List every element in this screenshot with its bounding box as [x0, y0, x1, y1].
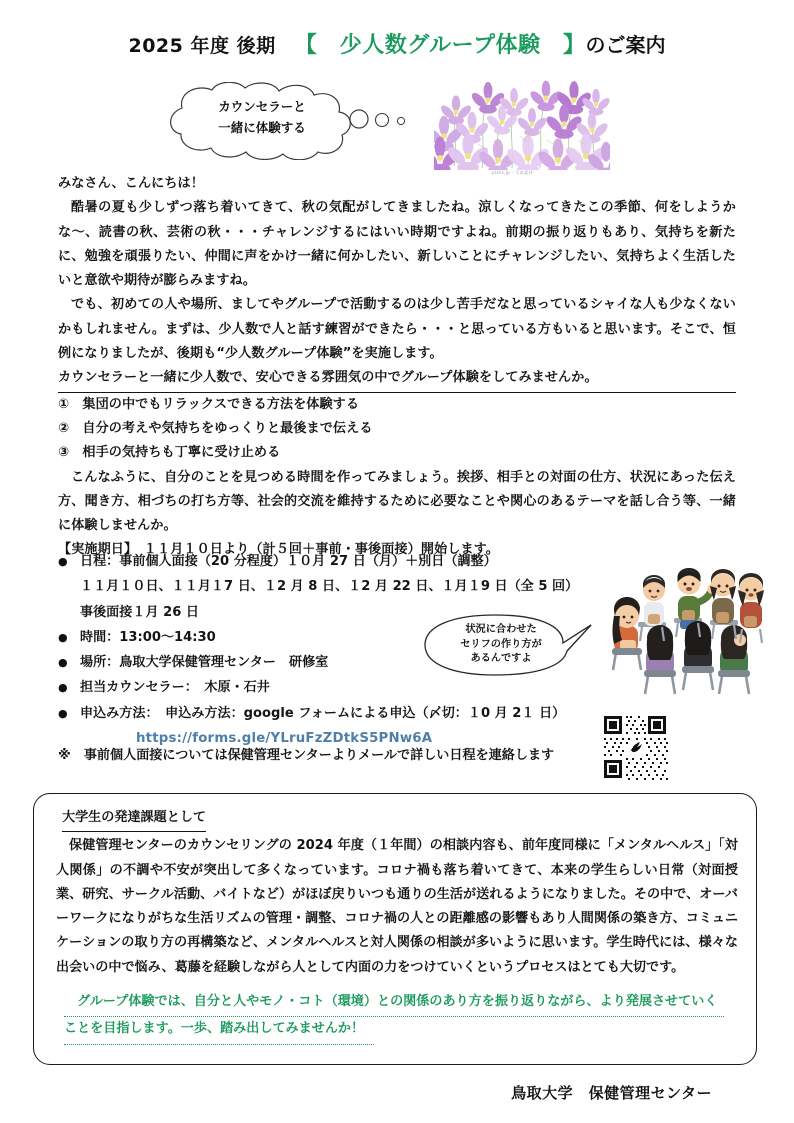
- bullet-icon: ●: [58, 555, 68, 568]
- highlight-line: カウンセラーと一緒に少人数で、安心できる雰囲気の中でグループ体験をしてみませんか。: [58, 366, 736, 392]
- group-circle-illustration: [600, 552, 770, 702]
- title-year-term: 2025 年度 後期: [128, 35, 276, 57]
- intro-paragraph-2: でも、初めての人や場所、ましてやグループで活動するのは少し苦手だなと思っているシャイな人も少なくないかもしれません。まずは、少人数で人と話す練習ができたら・・・と思っている方もいると思います。そこで、恒例になりましたが、後期も“少人数グループ体験”を実施します。: [58, 297, 736, 362]
- thought-bubble-line2: 一緒に体験する: [218, 120, 306, 135]
- bottom-box-heading-wrap: [56, 806, 738, 834]
- schedule-label-application: 申込み方法： 申込み方法：google フォームによる申込（〆切：１0 月 2１ 日）: [80, 705, 566, 721]
- closing-paragraph: こんなふうに、自分のことを見つめる時間を作ってみましょう。挨拶、相手との対面の仕方、状況にあった伝え方、聞き方、相づちの打ち方等、社会的交流を維持するために必要なことや関心のあるテーマを話し合う等、一緒に体験しませんか。: [58, 469, 736, 534]
- schedule-label-date: 日程：事前個人面接（20 分程度）１０月 27 日（月）＋別日（調整）: [80, 554, 497, 569]
- bottom-box-heading: 大学生の発達課題として: [62, 806, 206, 832]
- schedule-row-application: [58, 701, 618, 726]
- schedule-label-place: 場所：鳥取大学保健管理センター 研修室: [80, 655, 329, 671]
- list-item: ② 自分の考えや気持ちをゆっくりと最後まで伝える: [58, 420, 373, 436]
- intro-paragraph-1: 酷暑の夏も少しずつ落ち着いてきて、秋の気配がしてきましたね。涼しくなってきたこの季節、何をしようかな〜、読書の秋、芸術の秋・・・チャレンジするにはいい時期ですよね。前期の振り返りもあり、気持ちを新たに、勉強を頑張りたい、仲間に声をかけ一緒に何かしたい、新しいことにチャレンジしたい、気持ちよく生活したいと意欲や期待が膨らみますね。: [58, 200, 736, 289]
- title-tail: のご案内: [585, 33, 666, 57]
- schedule-label-counselor: 担当カウンセラー： 木原・石井: [80, 680, 270, 696]
- body-text: [58, 172, 736, 563]
- bullet-icon: ●: [58, 656, 68, 670]
- speech-bubble: [413, 611, 613, 681]
- bottom-box-paragraph: 保健管理センターのカウンセリングの 2024 年度（１年間）の相談内容も、前年度同様に「メンタルヘルス」「対人関係」の不調や不安が突出して多くなっています。コロナ禍も落ち着いてきて、本来の学生らしい日常（対面授業、研究、サークル活動、バイトなど）がほぼ戻りいつも通りの生活が送れるようになりました。その中で、オーバーワークになりがちな生活リズムの管理・調整、コロナ禍の人との距離感の影響もあり人間関係の築き方、コミュニケーションの取り方の再構築など、メンタルヘルスと対人関係の相談が多いように思います。学生時代には、様々な出会いの中で悩み、葛藤を経験しながら人として内面の力をつけていくというプロセスはとても大切です。: [56, 838, 738, 975]
- speech-bubble-text: [441, 623, 561, 667]
- bullet-icon: ●: [58, 681, 68, 695]
- list-item: ③ 相手の気持ちも丁寧に受け止める: [58, 445, 281, 461]
- title-main: 【 少人数グループ体験 】: [294, 33, 586, 58]
- speech-bubble-line1: 状況に合わせた: [465, 624, 537, 635]
- footer-organization: 鳥取大学 保健管理センター: [511, 1084, 712, 1102]
- bullet-icon: ●: [58, 630, 68, 644]
- green-note-line2: ことを目指します。一歩、踏み出してみませんか！: [64, 1017, 374, 1044]
- schedule-row-date: [58, 549, 618, 574]
- numbered-list: [58, 393, 736, 466]
- flower-image-credit: pixta.jp - 写真素材: [492, 170, 534, 175]
- bullet-icon: ●: [58, 706, 68, 720]
- thought-bubble-text: [172, 96, 352, 138]
- green-highlight-note: [64, 990, 724, 1045]
- green-note-line1: グループ体験では、自分と人やモノ・コト（環境）との関係のあり方を振り返りながら、より発展させていく: [64, 990, 724, 1017]
- speech-bubble-line3: あるんですよ: [470, 653, 532, 664]
- person: [646, 625, 674, 676]
- greeting-line: みなさん、こんにちは！: [58, 176, 204, 191]
- cosmos-flower-image: [434, 78, 610, 170]
- note-line: ※ 事前個人面接については保健管理センターよりメールで詳しい日程を連絡します: [58, 748, 555, 763]
- bottom-box-content: [56, 806, 738, 1045]
- page-title: [0, 28, 794, 59]
- schedule-label-time: 時間：13:00〜14:30: [80, 629, 216, 645]
- period-line: 【実施期日】 １１月１０日より（計５回＋事前・事後面接）開始します。: [58, 542, 499, 558]
- thought-bubble-line1: カウンセラーと: [218, 99, 306, 114]
- list-item: ① 集団の中でもリラックスできる方法を体験する: [58, 396, 360, 412]
- schedule-sub-sessions: １１月１０日、１１月１7 日、１2 月 8 日、１2 月 22 日、１月１9 日（全 5 回）: [80, 579, 579, 595]
- speech-bubble-line2: セリフの作り方が: [460, 638, 542, 650]
- thought-bubble: [138, 82, 418, 160]
- application-form-url[interactable]: https://forms.gle/YLruFzZDtkS5PNw6A: [136, 731, 433, 747]
- schedule-sub-postinterview: 事後面接１月 26 日: [80, 604, 199, 620]
